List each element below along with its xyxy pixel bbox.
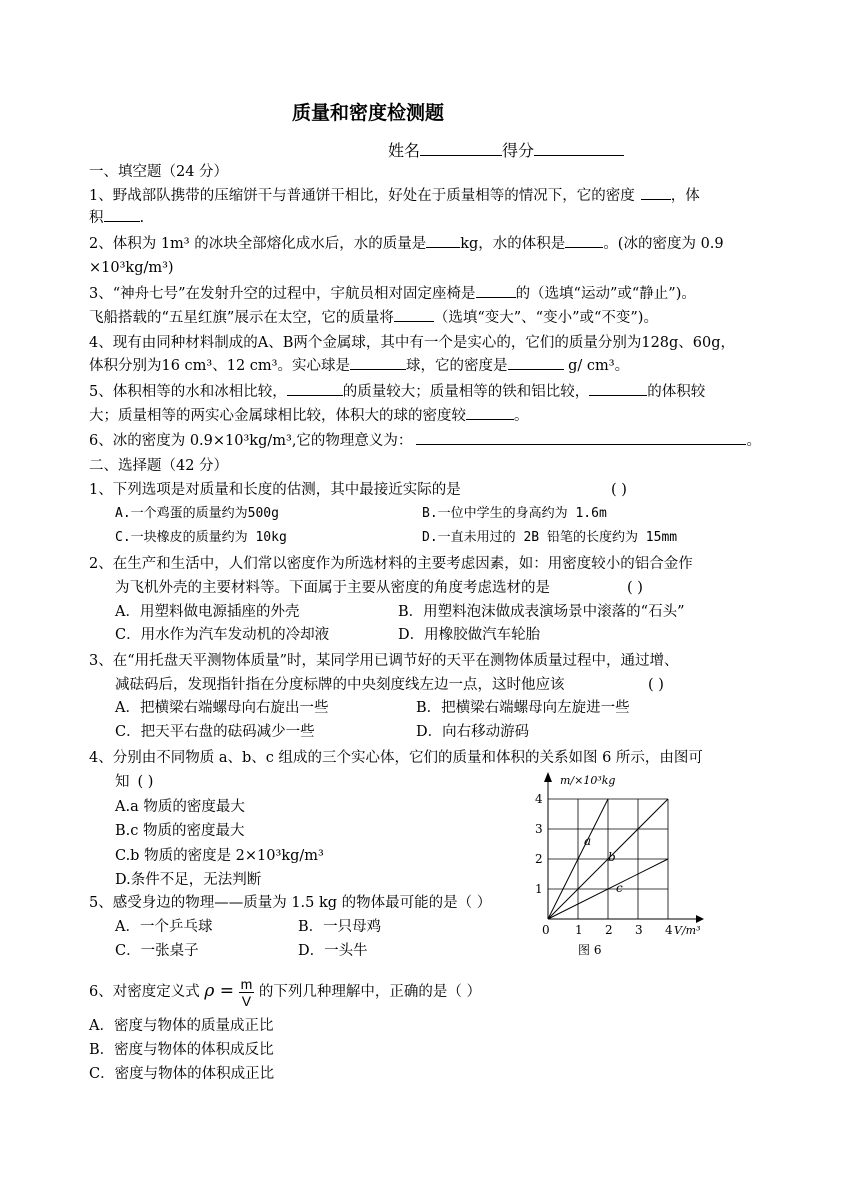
section-heading-fill: 一、填空题（24 分）	[89, 164, 229, 180]
q2-2-stem-line1: 2、在生产和生活中，人们常以密度作为所选材料的主要考虑因素，如：用密度较小的铝合金作	[89, 556, 693, 572]
q1-2-line2: ×10³kg/m³)	[89, 260, 174, 276]
q1-5-line1: 5、体积相等的水和冰相比较， 的质量较大；质量相等的铁和铝比较， 的体积较	[89, 381, 705, 403]
q2-3-option-a[interactable]: A．把横梁右端螺母向右旋出一些	[115, 700, 329, 716]
q1-2-line1: 2、体积为 1m³ 的冰块全部熔化成水后，水的质量是 kg，水的体积是 。(冰的密度为 0.9	[89, 233, 724, 255]
score-blank[interactable]	[534, 139, 624, 156]
q2-2-option-c[interactable]: C．用水作为汽车发动机的冷却液	[115, 627, 330, 643]
section-heading-choice: 二、选择题（42 分）	[89, 458, 229, 474]
series-label-c: c	[616, 881, 623, 895]
q2-6-option-a[interactable]: A．密度与物体的质量成正比	[89, 1018, 274, 1034]
chart-labels	[535, 774, 701, 957]
score-label: 得分	[502, 141, 535, 160]
q2-6-option-b[interactable]: B．密度与物体的体积成反比	[89, 1042, 274, 1058]
y-axis-label: m/×10³kg	[560, 774, 616, 787]
figure-caption: 图 6	[578, 943, 602, 957]
q2-1-option-b[interactable]: B.一位中学生的身高约为 1.6m	[422, 506, 607, 521]
y-axis-arrow	[544, 772, 552, 782]
series-label-a: a	[584, 834, 592, 848]
q2-3-option-b[interactable]: B．把横梁右端螺母向左旋进一些	[416, 700, 630, 716]
q1-4-line1: 4、现有由同种材料制成的A、B两个金属球，其中有一个是实心的，它们的质量分别为128g、60g，	[89, 335, 736, 351]
x-axis-arrow	[696, 915, 704, 923]
q1-2-blank-volume[interactable]	[565, 233, 603, 248]
y-tick-label: 4	[535, 792, 543, 806]
q1-5-blank-iron-al[interactable]	[589, 381, 647, 396]
name-blank[interactable]	[420, 139, 502, 156]
q2-4-option-a[interactable]: A.a 物质的密度最大	[115, 799, 245, 815]
q2-3-option-c[interactable]: C．把天平右盘的砝码减少一些	[115, 724, 315, 740]
q2-2-stem-line2: 为飞机外壳的主要材料等。下面属于主要从密度的角度考虑选材的是	[115, 580, 550, 596]
y-tick-label: 1	[535, 882, 543, 896]
q1-1-blank-volume[interactable]	[104, 207, 140, 222]
q1-1-blank-density[interactable]	[641, 185, 671, 200]
q2-5-option-d[interactable]: D．一头牛	[298, 943, 368, 959]
q2-5-option-b[interactable]: B．一只母鸡	[298, 919, 382, 935]
q2-6-option-c[interactable]: C．密度与物体的体积成正比	[89, 1066, 275, 1082]
q2-4-option-c[interactable]: C.b 物质的密度是 2×10³kg/m³	[115, 848, 324, 864]
q1-6-line: 6、冰的密度为 0.9×10³kg/m³,它的物理意义为： 。	[89, 430, 761, 452]
series-label-b: b	[608, 850, 616, 864]
x-axis-label: V/m³	[674, 924, 701, 937]
q2-2-option-a[interactable]: A．用塑料做电源插座的外壳	[115, 604, 300, 620]
q1-6-blank-meaning[interactable]	[416, 430, 746, 445]
x-tick-label: 4	[665, 923, 673, 937]
q2-4-option-b[interactable]: B.c 物质的密度最大	[115, 823, 245, 839]
q2-4-option-d[interactable]: D.条件不足，无法判断	[115, 872, 262, 888]
q2-1-answer-paren[interactable]: ( )	[611, 482, 627, 498]
q2-6-stem: 6、对密度定义式 ρ = $\frac{m}{V}$ 的下列几种理解中，正确的是（ ）	[89, 975, 481, 1009]
x-tick-label: 2	[605, 923, 613, 937]
q2-5-option-a[interactable]: A．一个乒乓球	[115, 919, 213, 935]
q1-2-blank-mass[interactable]	[426, 233, 460, 248]
chart-axes	[544, 772, 704, 923]
q2-2-option-b[interactable]: B．用塑料泡沫做成表演场景中滚落的“石头”	[398, 604, 685, 620]
y-tick-label: 2	[535, 852, 543, 866]
name-score-line	[388, 138, 624, 161]
q1-3-blank-mass[interactable]	[394, 307, 434, 322]
q1-5-blank-water-ice[interactable]	[287, 381, 343, 396]
q2-3-stem-line2: 减砝码后，发现指针指在分度标牌的中央刻度线左边一点，这时他应该	[115, 677, 565, 693]
q2-2-answer-paren[interactable]: ( )	[627, 580, 643, 596]
x-tick-label: 3	[635, 923, 643, 937]
q2-5-option-c[interactable]: C．一张桌子	[115, 943, 199, 959]
name-label: 姓名	[388, 141, 421, 160]
density-formula-fraction: $\frac{m}{V}$	[240, 975, 253, 1009]
q2-4-stem-line1: 4、分别由不同物质 a、b、c 组成的三个实心体，它们的质量和体积的关系如图 6 所示，由图可	[89, 750, 703, 766]
q1-5-line2: 大；质量相等的两实心金属球相比较，体积大的球的密度较 。	[89, 405, 529, 427]
q1-3-line1: 3、“神舟七号”在发射升空的过程中，宇航员相对固定座椅是 的（选填“运动”或“静止”)。	[89, 283, 696, 305]
q1-5-blank-density[interactable]	[466, 405, 514, 420]
q1-1-line2: 积 .	[89, 207, 144, 229]
q1-3-line2: 飞船搭载的“五星红旗”展示在太空，它的质量将 （选填“变大”、“变小”或“不变”)。	[89, 307, 658, 329]
density-formula-rho: ρ =	[204, 981, 234, 1001]
q1-3-blank-motion[interactable]	[476, 283, 516, 298]
q2-1-option-d[interactable]: D.一直未用过的 2B 铅笔的长度约为 15mm	[422, 530, 678, 545]
figure-6-chart	[528, 768, 712, 964]
q2-3-answer-paren[interactable]: ( )	[648, 677, 664, 693]
q1-4-blank-ball[interactable]	[350, 355, 406, 370]
q2-1-option-a[interactable]: A.一个鸡蛋的质量约为500g	[115, 506, 279, 521]
q2-2-option-d[interactable]: D．用橡胶做汽车轮胎	[398, 627, 541, 643]
q2-1-option-c[interactable]: C.一块橡皮的质量约为 10kg	[115, 530, 287, 545]
q1-4-blank-density[interactable]	[508, 355, 564, 370]
q2-4-answer-paren[interactable]: ( )	[137, 774, 154, 790]
x-tick-label: 1	[575, 923, 583, 937]
origin-label: 0	[542, 923, 550, 937]
q2-3-option-d[interactable]: D．向右移动游码	[416, 724, 530, 740]
q2-5-stem: 5、感受身边的物理——质量为 1.5 kg 的物体最可能的是（ ）	[89, 895, 492, 911]
q1-1-line1: 1、野战部队携带的压缩饼干与普通饼干相比，好处在于质量相等的情况下，它的密度 ，体	[89, 185, 700, 207]
q2-4-stem-line2: 知 ( )	[115, 774, 154, 790]
y-tick-label: 3	[535, 822, 543, 836]
q2-1-stem: 1、下列选项是对质量和长度的估测，其中最接近实际的是	[89, 482, 461, 498]
q2-3-stem-line1: 3、在“用托盘天平测物体质量”时，某同学用已调节好的天平在测物体质量过程中，通过增、	[89, 653, 679, 669]
q1-4-line2: 体积分别为16 cm³、12 cm³。实心球是 球，它的密度是 g/ cm³。	[89, 355, 629, 377]
page-title: 质量和密度检测题	[292, 102, 445, 124]
